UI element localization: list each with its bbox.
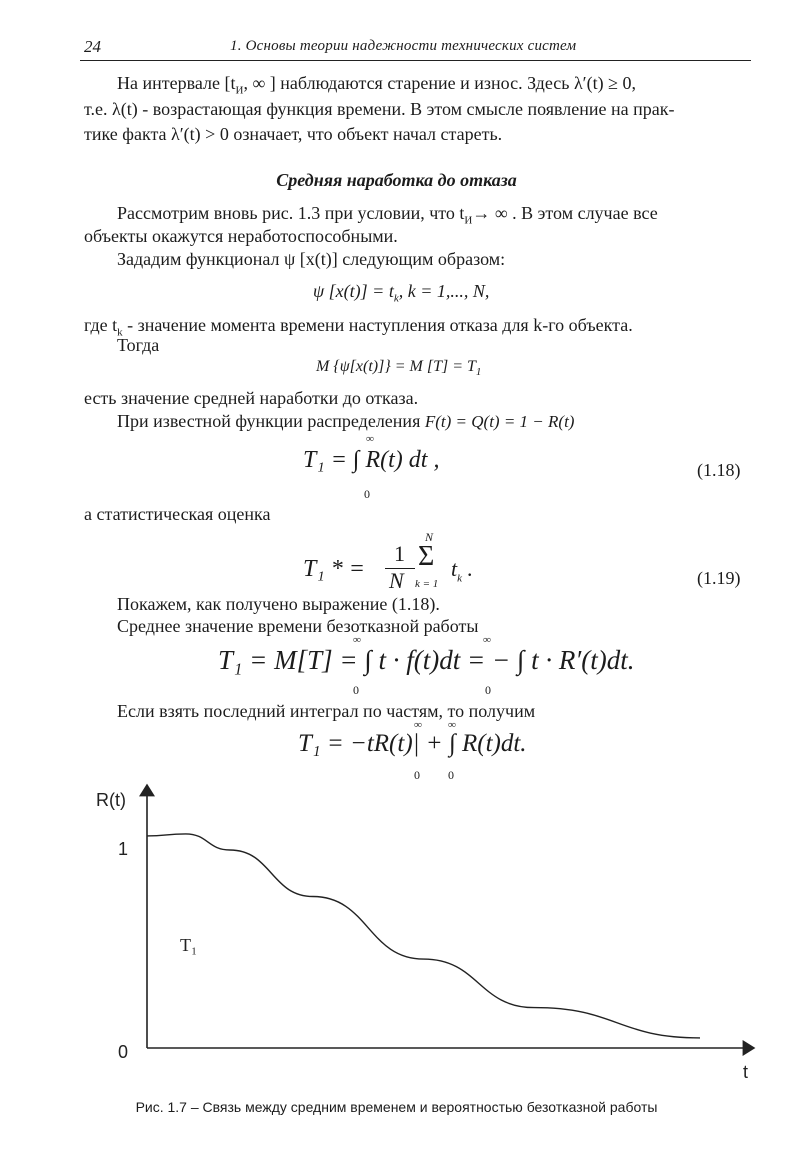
eq119-sum: Σ <box>418 541 435 572</box>
eq-parts-zero1: 0 <box>414 768 420 782</box>
page-number: 24 <box>84 37 101 56</box>
p1-line2: т.е. λ(t) - возрастающая функция времени. В этом смысле появление на прак- <box>84 99 675 119</box>
eq-parts-inf1: ∞ <box>414 719 422 731</box>
eq-mean-zero2: 0 <box>485 683 491 697</box>
eq118-lower-limit: 0 <box>364 487 370 501</box>
area-label: T₁ <box>180 935 198 955</box>
y-axis-label: R(t) <box>96 790 126 810</box>
eq118-upper-limit: ∞ <box>366 433 374 445</box>
equation-m: M {ψ[x(t)]} = M $[T] = T_1$ <box>316 358 482 379</box>
p9: Покажем, как получено выражение (1.18). <box>117 594 440 614</box>
eq119-frac-den: N <box>389 568 404 593</box>
p10: Среднее значение времени безотказной работы <box>117 616 479 636</box>
p11: Если взять последний интеграл по частям, то получим <box>117 701 536 721</box>
p4: где $t_k$ - значение момента времени наступления отказа для k-го объекта. <box>84 315 633 339</box>
p1-line1: На интервале [$t_И$, ∞ ] наблюдаются старение и износ. Здесь λ′(t) ≥ 0, <box>117 73 636 97</box>
eq-mean-inf2: ∞ <box>483 634 491 646</box>
x-axis-label: t <box>743 1062 749 1082</box>
eq119-tail: $t_k$ . <box>451 556 474 585</box>
equation-mean: T₁ = M[T] = ∫ t · f(t)dt = − ∫ t · R′(t)dt. <box>218 645 635 675</box>
running-title: 1. Основы теории надежности технических систем <box>230 38 577 54</box>
equation-by-parts: T₁ = −tR(t)| + ∫ R(t)dt. <box>298 730 527 757</box>
equation-psi: ψ $[x(t)] = t_k$, k = 1,..., N, <box>313 281 490 305</box>
p2-line1: Рассмотрим вновь рис. 1.3 при условии, что $t_И\to$ ∞ . В этом случае все <box>117 203 658 227</box>
eq-mean-zero1: 0 <box>353 683 359 697</box>
equation-1-18: T₁ = ∫ R(t) dt , <box>303 447 440 473</box>
p2-line2: объекты окажутся неработоспособными. <box>84 226 398 246</box>
p3: Зададим функционал ψ [x(t)] следующим образом: <box>117 249 506 269</box>
eq119-sum-bot: k = 1 <box>415 578 439 590</box>
p1-line3: тике факта λ′(t) > 0 означает, что объект начал стареть. <box>84 124 503 144</box>
eq-parts-zero2: 0 <box>448 768 454 782</box>
eq119-number: (1.19) <box>697 568 741 588</box>
p6: есть значение средней наработки до отказа. <box>84 388 419 408</box>
p5: Тогда <box>117 335 160 355</box>
eq-parts-inf2: ∞ <box>448 719 456 731</box>
equation-1-19: T₁ * = <box>303 556 365 582</box>
y-tick-1: 1 <box>118 839 129 859</box>
reliability-curve <box>147 834 700 1038</box>
p8: а статистическая оценка <box>84 504 271 524</box>
section-title: Средняя наработка до отказа <box>276 170 517 190</box>
eq119-sum-top: N <box>425 530 434 544</box>
eq119-frac-num: 1 <box>394 541 405 566</box>
p7: При известной функции распределения F(t) = Q(t) = 1 − R(t) <box>117 411 575 431</box>
y-tick-0: 0 <box>118 1042 129 1062</box>
eq-mean-inf1: ∞ <box>353 634 361 646</box>
eq118-number: (1.18) <box>697 460 741 480</box>
figure-caption: Рис. 1.7 – Связь между средним временем и вероятностью безотказной работы <box>135 1099 658 1115</box>
